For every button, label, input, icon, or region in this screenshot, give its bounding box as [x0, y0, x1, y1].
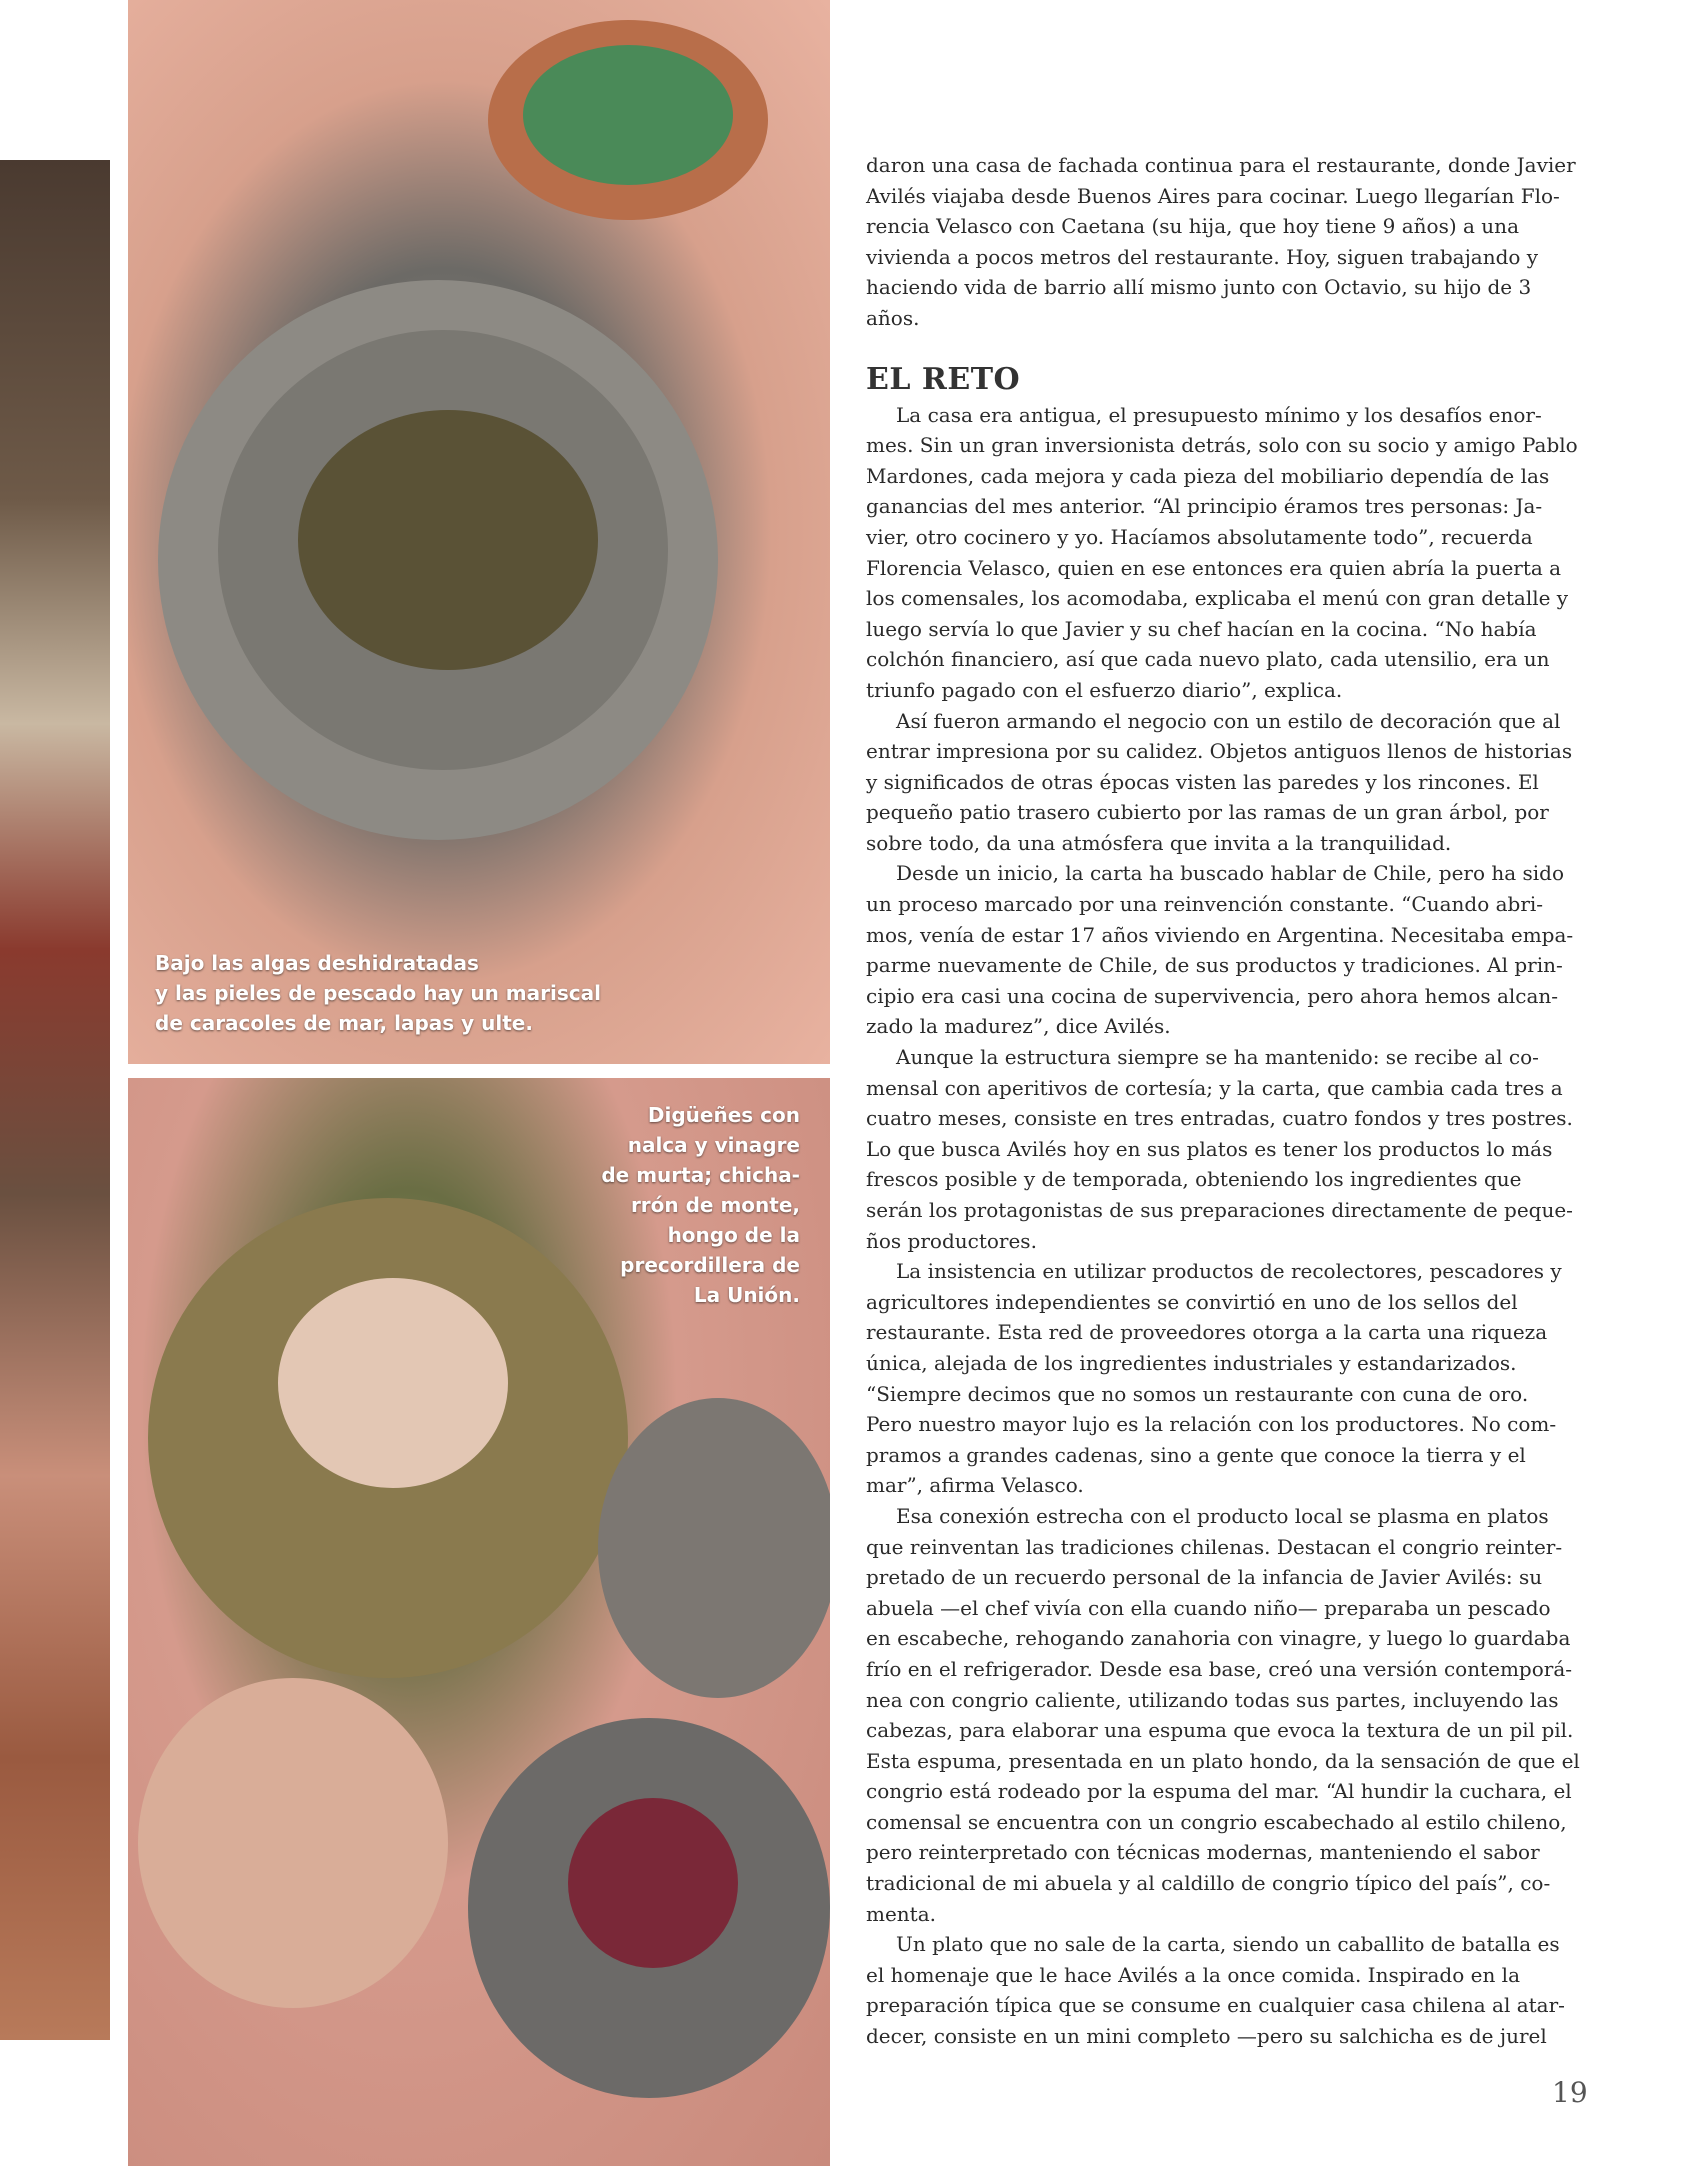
text-line: comensal se encuentra con un congrio escabechado al estilo chileno, [866, 1809, 1567, 1834]
text-line: frío en el refrigerador. Desde esa base, creó una versión contemporá- [866, 1656, 1572, 1681]
text-line: pretado de un recuerdo personal de la infancia de Javier Avilés: su [866, 1565, 1543, 1590]
caption-line: precordillera de [620, 1253, 800, 1277]
dish-photo-top [128, 0, 830, 1064]
text-line: preparación típica que se consume en cualquier casa chilena al atar- [866, 1993, 1565, 2018]
article-paragraph-intro [866, 150, 1586, 334]
article-paragraph [866, 400, 1586, 706]
text-line: congrio está rodeado por la espuma del mar. “Al hundir la cuchara, el [866, 1779, 1572, 1804]
text-line: Desde un inicio, la carta ha buscado hablar de Chile, pero ha sido [896, 861, 1565, 886]
caption-bottom [590, 1100, 800, 1310]
text-line: rencia Velasco con Caetana (su hija, que hoy tiene 9 años) a una [866, 214, 1519, 239]
article-body [866, 150, 1586, 2052]
text-line: Avilés viajaba desde Buenos Aires para cocinar. Luego llegarían Flo- [866, 183, 1560, 208]
bread-plate [598, 1398, 830, 1698]
caption-line: de murta; chicha- [601, 1163, 800, 1187]
text-line: daron una casa de fachada continua para el restaurante, donde Javier [866, 153, 1576, 177]
salad-greens [523, 45, 733, 185]
caption-top [155, 948, 605, 1038]
text-line: cabezas, para elaborar una espuma que evoca la textura de un pil pil. [866, 1718, 1574, 1743]
sauce-bowl [278, 1278, 508, 1488]
text-line: Así fueron armando el negocio con un estilo de decoración que al [896, 708, 1561, 733]
tart-plate [138, 1678, 448, 2008]
beet-salad [568, 1798, 738, 1968]
article-paragraph [866, 1501, 1586, 1929]
text-line: vivienda a pocos metros del restaurante. Hoy, siguen trabajando y [866, 244, 1539, 269]
text-line: pero reinterpretado con técnicas modernas, manteniendo el sabor [866, 1840, 1540, 1865]
text-line: colchón financiero, así que cada nuevo plato, cada utensilio, era un [866, 647, 1550, 672]
text-line: La insistencia en utilizar productos de recolectores, pescadores y [896, 1259, 1562, 1284]
article-paragraph [866, 1256, 1586, 1501]
text-line: zado la madurez”, dice Avilés. [866, 1014, 1171, 1039]
text-line: haciendo vida de barrio allí mismo junto con Octavio, su hijo de 3 [866, 275, 1532, 300]
text-line: Un plato que no sale de la carta, siendo un caballito de batalla es [896, 1932, 1560, 1957]
seafood-dish [298, 410, 598, 670]
text-line: triunfo pagado con el esfuerzo diario”, explica. [866, 677, 1343, 702]
text-line: Pero nuestro mayor lujo es la relación con los productores. No com- [866, 1412, 1557, 1437]
text-line: vier, otro cocinero y yo. Hacíamos absolutamente todo”, recuerda [866, 524, 1533, 549]
text-line: Aunque la estructura siempre se ha mantenido: se recibe al co- [896, 1045, 1539, 1070]
text-line: cipio era casi una cocina de supervivencia, pero ahora hemos alcan- [866, 983, 1559, 1008]
caption-line: La Unión. [693, 1283, 800, 1307]
text-line: agricultores independientes se convirtió en uno de los sellos del [866, 1289, 1518, 1314]
text-line: y significados de otras épocas visten las paredes y los rincones. El [866, 769, 1539, 794]
caption-line: hongo de la [667, 1223, 800, 1247]
text-line: sobre todo, da una atmósfera que invita a la tranquilidad. [866, 830, 1452, 855]
text-line: frescos posible y de temporada, obteniendo los ingredientes que [866, 1167, 1522, 1192]
text-line: ños productores. [866, 1228, 1037, 1253]
text-line: que reinventan las tradiciones chilenas. Destacan el congrio reinter- [866, 1534, 1563, 1559]
caption-line: rrón de monte, [630, 1193, 800, 1217]
section-heading: EL RETO [866, 361, 1021, 397]
text-line: abuela —el chef vivía con ella cuando niño— preparaba un pescado [866, 1595, 1551, 1620]
article-paragraph [866, 706, 1586, 859]
caption-line: Digüeñes con [647, 1103, 800, 1127]
text-line: nea con congrio caliente, utilizando todas sus partes, incluyendo las [866, 1687, 1559, 1712]
text-line: Esa conexión estrecha con el producto local se plasma en platos [896, 1503, 1549, 1528]
shelf-photo [0, 160, 110, 2040]
text-line: restaurante. Esta red de proveedores otorga a la carta una riqueza [866, 1320, 1548, 1345]
page-number: 19 [1552, 2076, 1588, 2109]
text-line: los comensales, los acomodaba, explicaba el menú con gran detalle y [866, 586, 1569, 611]
text-line: menta. [866, 1901, 936, 1926]
text-line: Lo que busca Avilés hoy en sus platos es tener los productos lo más [866, 1136, 1553, 1161]
caption-line: y las pieles de pescado hay un mariscal [155, 981, 601, 1005]
text-line: “Siempre decimos que no somos un restaurante con cuna de oro. [866, 1381, 1529, 1406]
text-line: serán los protagonistas de sus preparaciones directamente de peque- [866, 1198, 1573, 1222]
text-line: pramos a grandes cadenas, sino a gente que conoce la tierra y el [866, 1442, 1526, 1467]
text-line: mos, venía de estar 17 años viviendo en Argentina. Necesitaba empa- [866, 922, 1574, 947]
article-paragraph [866, 1042, 1586, 1256]
article-paragraph [866, 1929, 1586, 2051]
text-line: en escabeche, rehogando zanahoria con vinagre, y luego lo guardaba [866, 1626, 1571, 1651]
article-paragraph [866, 858, 1586, 1042]
caption-line: nalca y vinagre [627, 1133, 800, 1157]
text-line: Esta espuma, presentada en un plato hondo, da la sensación de que el [866, 1748, 1580, 1773]
text-line: ganancias del mes anterior. “Al principio éramos tres personas: Ja- [866, 494, 1543, 519]
text-line: La casa era antigua, el presupuesto mínimo y los desafíos enor- [896, 402, 1542, 427]
text-line: cuatro meses, consiste en tres entradas, cuatro fondos y tres postres. [866, 1106, 1573, 1131]
text-line: entrar impresiona por su calidez. Objetos antiguos llenos de historias [866, 739, 1573, 764]
text-line: mar”, afirma Velasco. [866, 1473, 1084, 1498]
text-line: mes. Sin un gran inversionista detrás, solo con su socio y amigo Pablo [866, 433, 1578, 458]
text-line: un proceso marcado por una reinvención constante. “Cuando abri- [866, 892, 1544, 917]
text-line: pequeño patio trasero cubierto por las ramas de un gran árbol, por [866, 800, 1549, 825]
text-line: mensal con aperitivos de cortesía; y la carta, que cambia cada tres a [866, 1075, 1563, 1100]
text-line: parme nuevamente de Chile, de sus productos y tradiciones. Al prin- [866, 953, 1563, 978]
caption-line: de caracoles de mar, lapas y ulte. [155, 1011, 533, 1035]
text-line: única, alejada de los ingredientes industriales y estandarizados. [866, 1350, 1517, 1375]
caption-line: Bajo las algas deshidratadas [155, 951, 479, 975]
text-line: años. [866, 305, 920, 330]
text-line: Florencia Velasco, quien en ese entonces era quien abría la puerta a [866, 555, 1562, 580]
text-line: luego servía lo que Javier y su chef hacían en la cocina. “No había [866, 616, 1537, 641]
text-line: el homenaje que le hace Avilés a la once comida. Inspirado en la [866, 1962, 1521, 1987]
text-line: decer, consiste en un mini completo —pero su salchicha es de jurel [866, 2024, 1547, 2049]
text-line: Mardones, cada mejora y cada pieza del mobiliario dependía de las [866, 463, 1550, 488]
text-line: tradicional de mi abuela y al caldillo de congrio típico del país”, co- [866, 1871, 1551, 1896]
